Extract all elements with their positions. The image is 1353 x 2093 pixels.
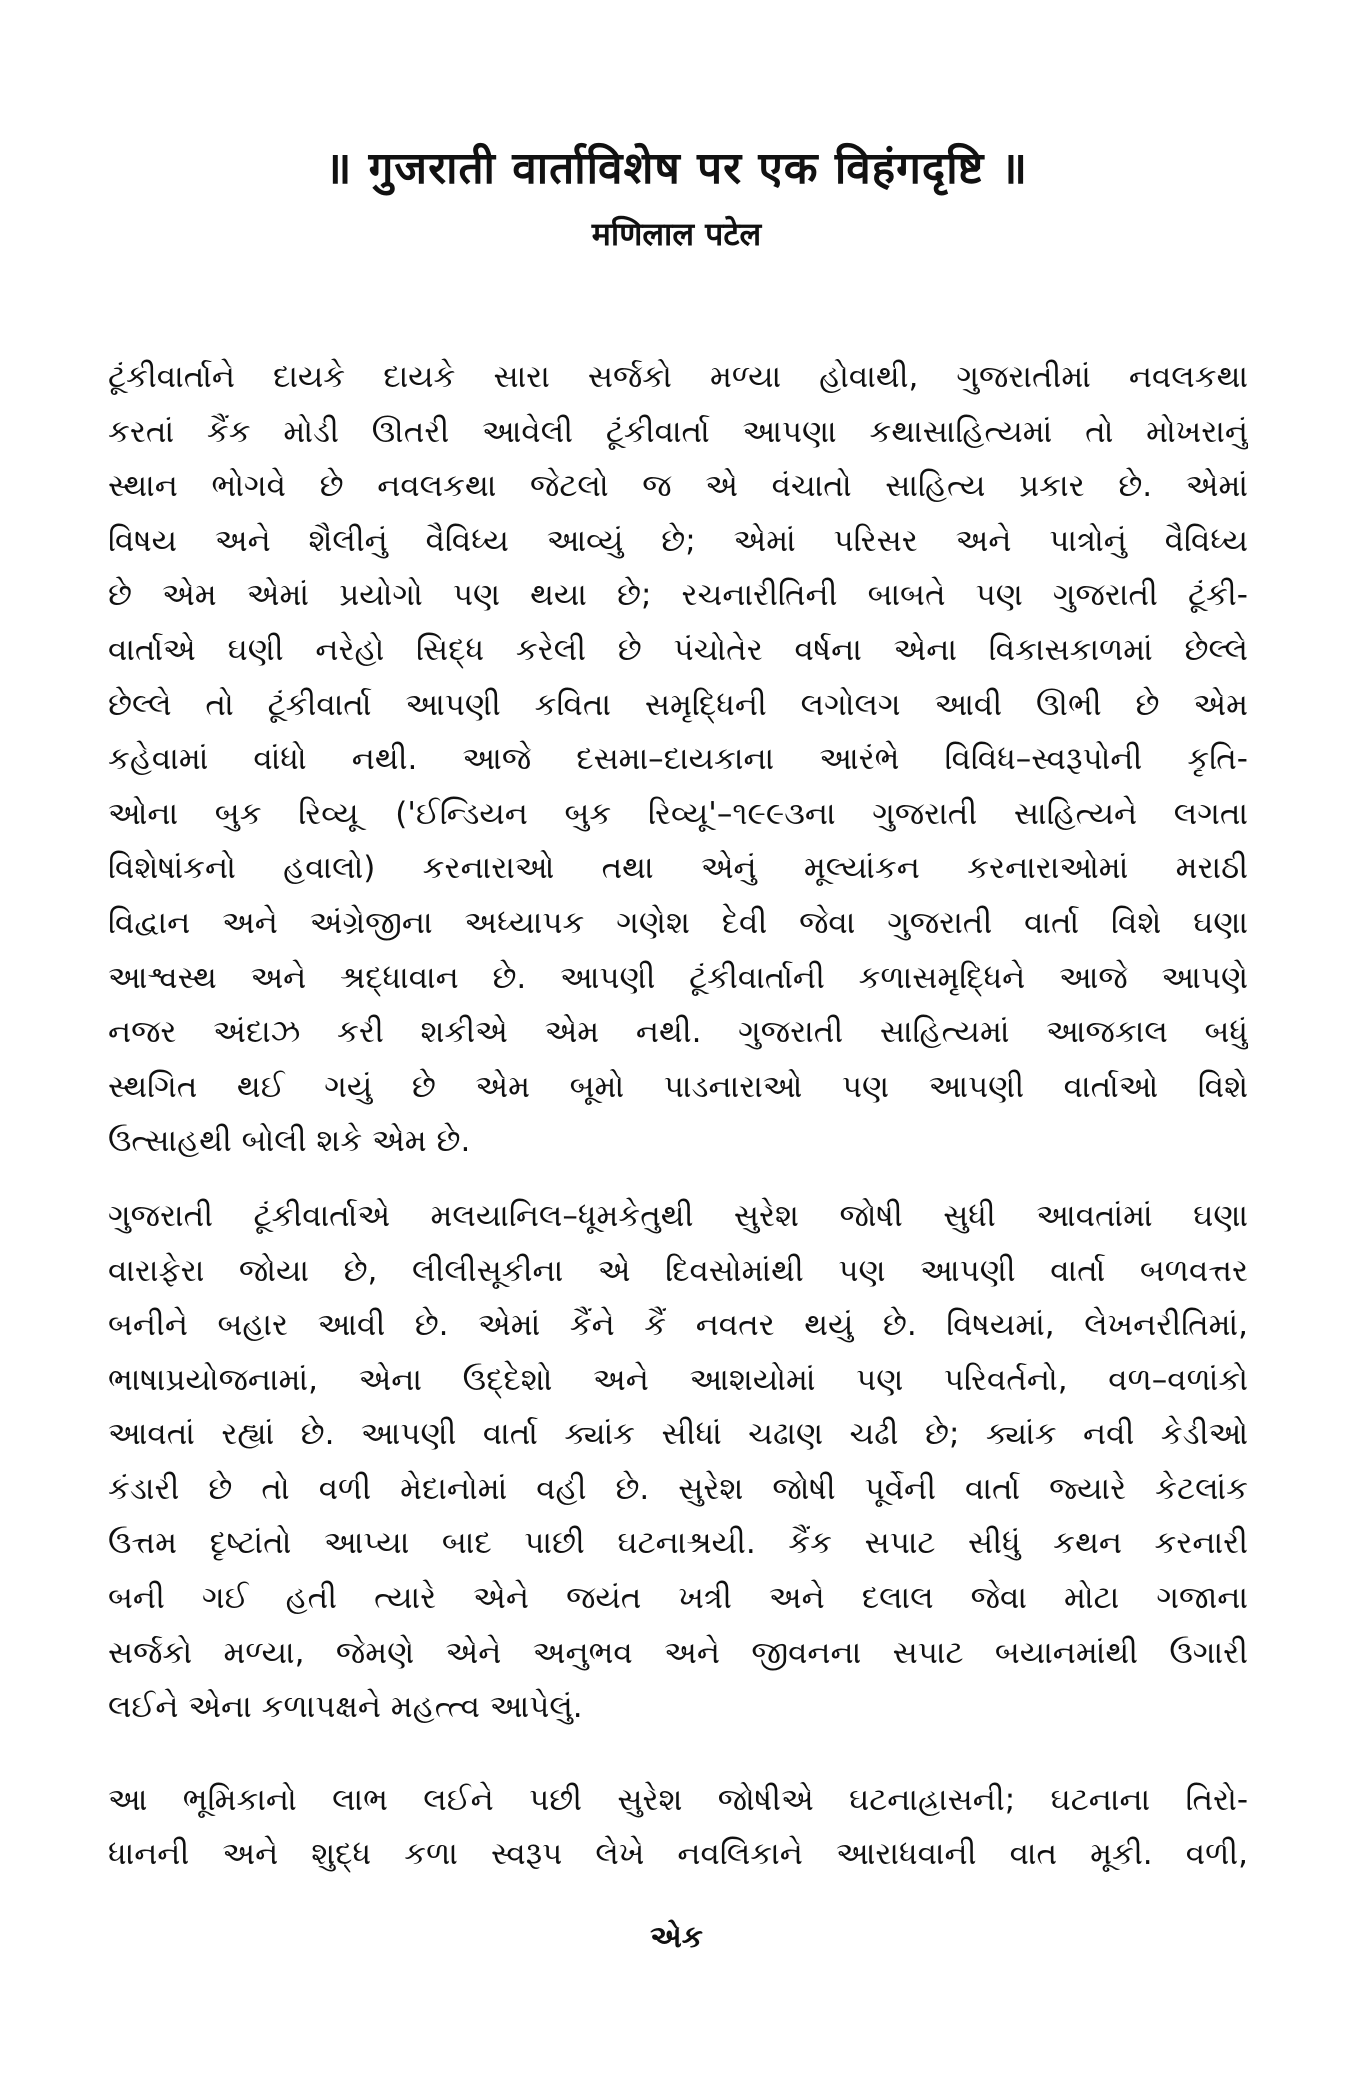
text-line: વિદ્વાન અને અંગ્રેજીના અધ્યાપક ગણેશ દેવી જેવા ગુજરાતી વાર્તા વિશે ઘણા: [108, 904, 1248, 941]
text-line: ઉત્સાહથી બોલી શકે એમ છે.: [108, 1123, 471, 1160]
text-line: વિશેષાંકનો હવાલો) કરનારાઓ તથા એનું મૂલ્યાંકન કરનારાઓમાં મરાઠી: [108, 850, 1248, 887]
text-line: કંડારી છે તો વળી મેદાનોમાં વહી છે. સુરેશ જોષી પૂર્વેની વાર્તા જ્યારે કેટલાંક: [108, 1470, 1248, 1507]
text-line: આશ્વસ્થ અને શ્રદ્ધાવાન છે. આપણી ટૂંકીવાર્તાની કળાસમૃદ્ધિને આજે આપણે: [108, 959, 1248, 996]
paragraph-3: [108, 1773, 1248, 1882]
text-line: સ્થાન ભોગવે છે નવલકથા જેટલો જ એ વંચાતો સાહિત્ય પ્રકાર છે. એમાં: [108, 468, 1248, 505]
author-name: मणिलाल पटेल: [591, 215, 762, 253]
text-line: બનીને બહાર આવી છે. એમાં કૈંને કૈં નવતર થયું છે. વિષયમાં, લેખનરીતિમાં,: [108, 1307, 1248, 1344]
text-line: વાર્તાએ ઘણી નરેહો સિદ્ધ કરેલી છે પંચોતેર વર્ષના એના વિકાસકાળમાં છેલ્લે: [108, 631, 1248, 668]
article-title: ॥ गुजराती वार्ताविशेष पर एक विहंगदृष्टि ॥: [324, 143, 1029, 194]
text-line: આ ભૂમિકાનો લાભ લઈને પછી સુરેશ જોષીએ ઘટનાહ્રાસની; ઘટનાના તિરો-: [108, 1781, 1248, 1818]
text-line: કરતાં કૈંક મોડી ઊતરી આવેલી ટૂંકીવાર્તા આપણા કથાસાહિત્યમાં તો મોખરાનું: [108, 413, 1248, 450]
paragraph-spacer: [108, 1735, 1248, 1773]
text-line: કહેવામાં વાંધો નથી. આજે દસમા–દાયકાના આરંભે વિવિધ–સ્વરૂપોની કૃતિ-: [108, 741, 1248, 778]
text-line: લઈને એના કળાપક્ષને મહત્ત્વ આપેલું.: [108, 1689, 583, 1726]
text-line: સર્જકો મળ્યા, જેમણે એને અનુભવ અને જીવનના સપાટ બયાનમાંથી ઉગારી: [108, 1634, 1248, 1671]
text-line: છેલ્લે તો ટૂંકીવાર્તા આપણી કવિતા સમૃદ્ધિની લગોલગ આવી ઊભી છે એમ: [108, 686, 1248, 723]
text-line: ગુજરાતી ટૂંકીવાર્તાએ મલયાનિલ–ધૂમકેતુથી સુરેશ જોષી સુધી આવતાંમાં ઘણા: [108, 1197, 1248, 1234]
text-line: આવતાં રહ્યાં છે. આપણી વાર્તા ક્યાંક સીધાં ચઢાણ ચઢી છે; ક્યાંક નવી કેડીઓ: [108, 1416, 1248, 1453]
text-line: ઓના બુક રિવ્યૂ ('ઈન્ડિયન બુક રિવ્યૂ'–૧૯૯૩ના ગુજરાતી સાહિત્યને લગતા: [108, 795, 1248, 832]
text-line: વારાફેરા જોયા છે, લીલીસૂકીના એ દિવસોમાંથી પણ આપણી વાર્તા બળવત્તર: [108, 1252, 1248, 1289]
text-line: નજર અંદાઝ કરી શકીએ એમ નથી. ગુજરાતી સાહિત્યમાં આજકાલ બધું: [108, 1014, 1248, 1051]
article-body: [108, 350, 1248, 1882]
text-line: સ્થગિત થઈ ગયું છે એમ બૂમો પાડનારાઓ પણ આપણી વાર્તાઓ વિશે: [108, 1068, 1248, 1105]
page-number: એક: [650, 1920, 703, 1955]
text-line: વિષય અને શૈલીનું વૈવિધ્ય આવ્યું છે; એમાં પરિસર અને પાત્રોનું વૈવિધ્ય: [108, 522, 1248, 559]
text-line: ધાનની અને શુદ્ધ કળા સ્વરૂપ લેખે નવલિકાને આરાધવાની વાત મૂકી. વળી,: [108, 1836, 1248, 1873]
paragraph-2: [108, 1189, 1248, 1735]
paragraph-1: [108, 350, 1248, 1169]
text-line: ઉત્તમ દૃષ્ટાંતો આપ્યા બાદ પાછી ઘટનાશ્રયી. કૈંક સપાટ સીધું કથન કરનારી: [108, 1525, 1248, 1562]
text-line: બની ગઈ હતી ત્યારે એને જયંત ખત્રી અને દલાલ જેવા મોટા ગજાના: [108, 1580, 1248, 1617]
text-line: ટૂંકીવાર્તાને દાયકે દાયકે સારા સર્જકો મળ્યા હોવાથી, ગુજરાતીમાં નવલકથા: [108, 359, 1248, 395]
text-line: ભાષાપ્રયોજનામાં, એના ઉદ્દેશો અને આશયોમાં પણ પરિવર્તનો, વળ–વળાંકો: [108, 1361, 1248, 1398]
text-line: છે એમ એમાં પ્રયોગો પણ થયા છે; રચનારીતિની બાબતે પણ ગુજરાતી ટૂંકી-: [108, 577, 1248, 614]
paragraph-spacer: [108, 1169, 1248, 1189]
